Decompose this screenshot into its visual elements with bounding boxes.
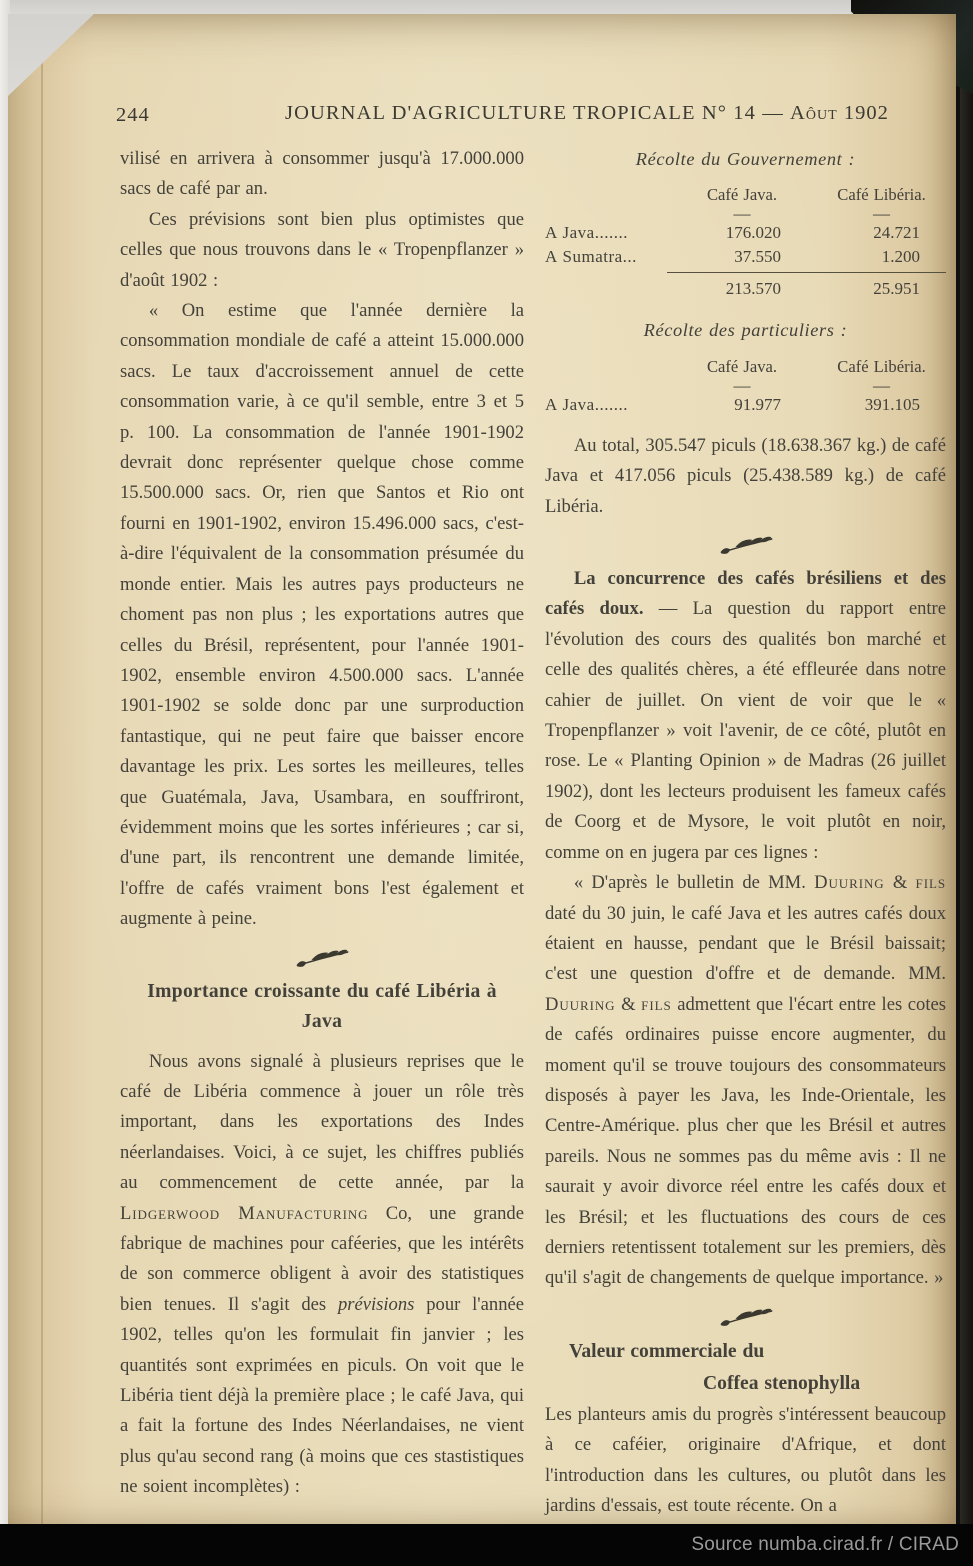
- page-paper: [8, 14, 956, 1526]
- right-column: [545, 144, 946, 1521]
- stat-table-particuliers: [545, 355, 946, 417]
- section-heading-line2: Coffea stenophylla: [703, 1372, 861, 1394]
- column-header-cafe-java: Café Java.: [706, 185, 778, 205]
- left-column: [120, 144, 524, 1503]
- fleuron-ornament-icon: [545, 1306, 946, 1328]
- column-header-cafe-liberia: Café Libéria.: [837, 185, 926, 205]
- paragraph: Les planteurs amis du progrès s'intéressent beaucoup à ce caféier, originaire d'Afrique, et dont l'introduction dans les cultures, ou plutôt dans les jardins d'essais, est toute récente. On a: [545, 1403, 946, 1516]
- page-corner-cut: [8, 14, 94, 96]
- table-dash-row: — —: [733, 375, 890, 395]
- paragraph: Nous avons signalé à plusieurs reprises que le café de Libéria commence à jouer un rôle très important, dans les exportations des Indes néerlandaises. Voici, à ce sujet, les chiffres publiés au commencement de cette année, par la Lidgerwood Manufacturing Co, une grande fabrique de machines pour caféeries, que les intérêts de son commerce obligent à avoir des statistiques bien tenues. Il s'agit des prévisions pour l'année 1902, telles qu'on les formulait fin janvier ; les quantités sont exprimées en piculs. On voit que le Libéria tient déjà la première place ; le café Java, qui a fait la fortune des Indes Néerlandaises, ne vient plus qu'au second rang (à moins que ces stastistiques ne soient incomplètes) :: [120, 1050, 525, 1498]
- fleuron-ornament-icon: [545, 534, 946, 556]
- column-header-cafe-java: Café Java.: [706, 356, 778, 376]
- paragraph: Ces prévisions sont bien plus optimistes que celles que nous trouvons dans le « Tropenpflanzer » d'août 1902 :: [120, 208, 524, 291]
- section-heading: [545, 1336, 946, 1400]
- journal-title: JOURNAL D'AGRICULTURE TROPICALE N° 14 — Aôut 1902: [285, 102, 889, 124]
- stat-table-gouvernement: [545, 183, 946, 301]
- section-heading: Importance croissante du café Libéria à Java: [147, 980, 497, 1032]
- table-row: A Java....... 91.977 391.105: [545, 394, 920, 414]
- table-title-gouvernement: Récolte du Gouvernement :: [635, 149, 856, 169]
- column-header-cafe-liberia: Café Libéria.: [837, 356, 926, 376]
- source-credit: Source numba.cirad.fr / CIRAD: [691, 1534, 959, 1555]
- page-number: 244: [116, 104, 150, 126]
- paragraph: La concurrence des cafés brésiliens et des cafés doux. — La question du rapport entre l'évolution des cours des qualités bon marché et celle des qualités chères, a été effleurée dans notre cahier de juillet. On vient de voir que le « Tropenpflanzer » voit l'avenir, de ce côté, plutôt en rose. Le « Planting Opinion » de Madras (26 juillet 1902), dont les lecteurs produisent les fameux cafés de Coorg et de Mysore, le voit plutôt en noir, comme on en jugera par ces lignes :: [545, 568, 946, 863]
- paragraph: « D'après le bulletin de MM. Duuring & fils daté du 30 juin, le café Java et les autres cafés doux étaient en hausse, pendant que le Brésil baissait; c'est une question d'offre et de demande. MM. Duuring & fils admettent que l'écart entre les cotes de cafés ordinaires puisse encore augmenter, du moment qu'il se trouve toujours des consommateurs disposés à payer les Java, les Inde-Orientale, les Centre-Amérique. plus cher que les Brésil et autres pareils. Nous ne sommes pas du même avis : Il ne saurait y avoir divorce réel entre les cafés doux et les Brésil; et les fluctuations des cours de ces derniers retentissent totalement sur les premiers, dès qu'il s'agit de changements de quelque importance. »: [545, 872, 946, 1289]
- fleuron-ornament-icon: [120, 947, 524, 969]
- table-row: A Sumatra... 37.550 1.200: [545, 247, 920, 267]
- paragraph: vilisé en arrivera à consommer jusqu'à 17.000.000 sacs de café par an.: [120, 148, 524, 200]
- table-row: A Java....... 176.020 24.721: [545, 223, 920, 243]
- paragraph: « On estime que l'année dernière la consommation mondiale de café a atteint 15.000.000 sacs. Le taux d'accroissement annuel de cette consommation varie, à ce qu'il semble, entre 3 et 5 p. 100. La consommation de l'année 1901-1902 devrait donc représenter quelque chose comme 15.500.000 sacs. Or, rien que Santos et Rio ont fourni en 1901-1902, environ 15.496.000 sacs, c'est-à-dire l'équivalent de la consommation présumée du monde entier. Mais les autres pays producteurs ne choment pas non plus ; les exportations autres que celles du Brésil, représentent, pour l'année 1901-1902, ensemble environ 4.500.000 sacs. L'année 1901-1902 se solde donc par une surproduction fantastique, qui ne peut faire que baisser encore davantage les prix. Les sortes les meilleures, telles que Guatémala, Java, Usambara, en souffriront, évidemment moins que les sortes inférieures ; car si, d'une part, ils rencontrent une demande limitée, l'offre de cafés vraiment bons l'est également et augmente à peine.: [120, 300, 524, 930]
- table-title-particuliers: Récolte des particuliers :: [643, 320, 848, 341]
- book-edge-right: [960, 0, 973, 1566]
- table-dash-row: — —: [733, 204, 890, 224]
- section-heading-line1: Valeur commerciale du: [569, 1340, 765, 1362]
- page-header: [8, 102, 956, 136]
- table-total-row: 213.570 25.951: [725, 279, 920, 299]
- paragraph: Au total, 305.547 piculs (18.638.367 kg.) de café Java et 417.056 piculs (25.438.589 kg.) de café Libéria.: [545, 434, 946, 517]
- footer-bar: [0, 1524, 973, 1566]
